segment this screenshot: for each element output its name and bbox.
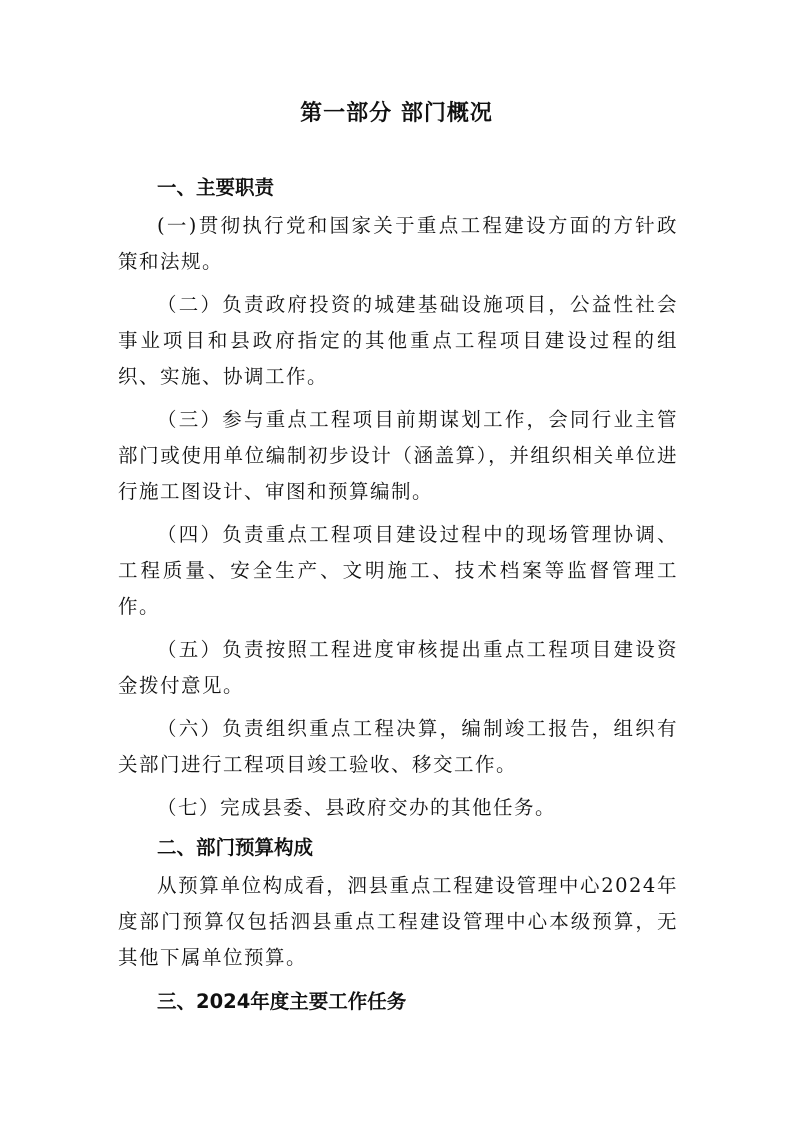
duty-paragraph-1: (一)贯彻执行党和国家关于重点工程建设方面的方针政策和法规。: [118, 214, 678, 273]
duty-paragraph-6: （六）负责组织重点工程决算，编制竣工报告，组织有关部门进行工程项目竣工验收、移交工作。: [118, 717, 678, 776]
section-heading-budget-composition: 二、部门预算构成: [157, 836, 314, 859]
budget-composition-paragraph: 从预算单位构成看，泗县重点工程建设管理中心2024年度部门预算仅包括泗县重点工程建设管理中心本级预算，无其他下属单位预算。: [118, 874, 678, 969]
duty-paragraph-5: （五）负责按照工程进度审核提出重点工程项目建设资金拨付意见。: [118, 638, 678, 697]
section-heading-work-tasks: 三、2024年度主要工作任务: [157, 990, 407, 1013]
page-title: 第一部分 部门概况: [300, 101, 493, 126]
section-heading-duties: 一、主要职责: [157, 176, 275, 199]
duty-paragraph-4: （四）负责重点工程项目建设过程中的现场管理协调、工程质量、安全生产、文明施工、技术档案等监督管理工作。: [118, 523, 678, 618]
document-body: [118, 160, 678, 1020]
duty-paragraph-2: （二）负责政府投资的城建基础设施项目，公益性社会事业项目和县政府指定的其他重点工程项目建设过程的组织、实施、协调工作。: [118, 293, 678, 388]
duty-paragraph-7: （七）完成县委、县政府交办的其他任务。: [157, 796, 557, 819]
duty-paragraph-3: （三）参与重点工程项目前期谋划工作，会同行业主管部门或使用单位编制初步设计（涵盖算），并组织相关单位进行施工图设计、审图和预算编制。: [118, 408, 678, 503]
